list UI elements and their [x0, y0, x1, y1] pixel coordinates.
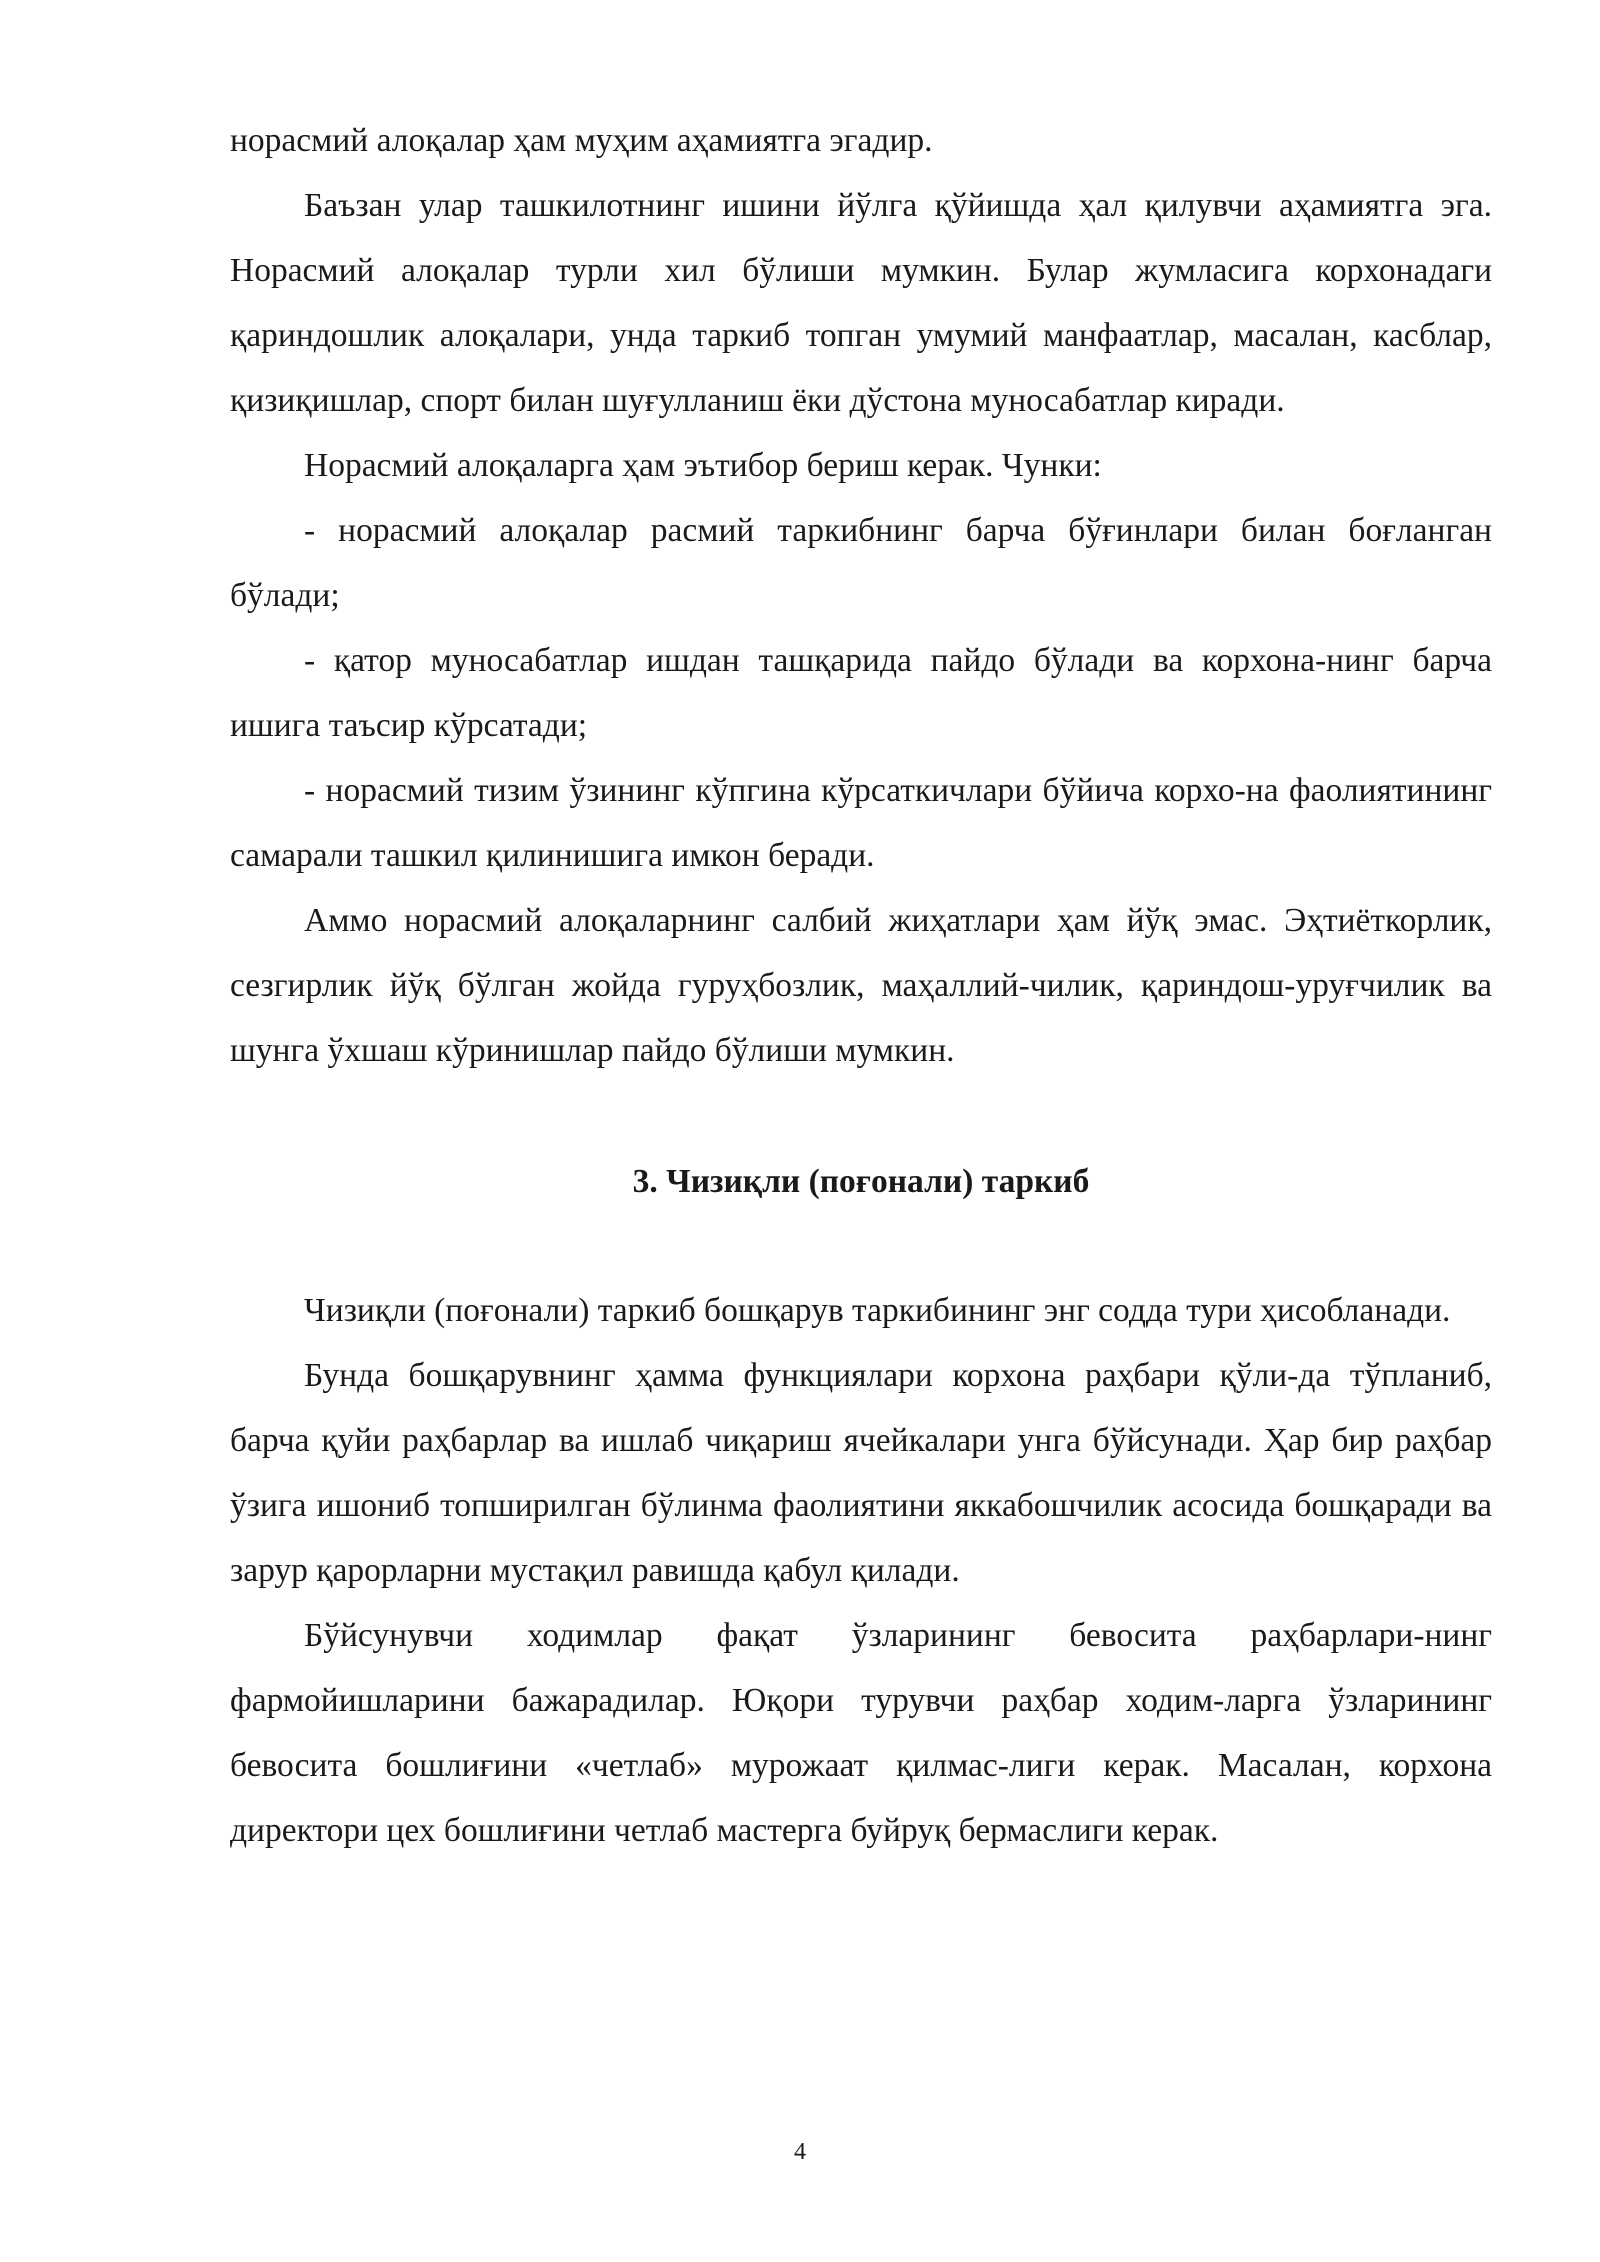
- list-item: - қатор муносабатлар ишдан ташқарида пайдо бўлади ва корхона-нинг барча ишига таъсир кўрсатади;: [230, 642, 1492, 744]
- document-page: [230, 108, 1492, 1863]
- list-item: - норасмий тизим ўзининг кўпгина кўрсаткичлари бўйича корхо-на фаолиятининг самарали ташкил қилинишига имкон беради.: [230, 772, 1492, 874]
- section-heading: 3. Чизиқли (поғонали) таркиб: [632, 1163, 1090, 1200]
- page-number: 4: [794, 2139, 806, 2165]
- paragraph: Норасмий алоқаларга ҳам эътибор бериш керак. Чунки:: [304, 447, 1102, 484]
- list-item: - норасмий алоқалар расмий таркибнинг барча бўғинлари билан боғланган бўлади;: [230, 512, 1492, 614]
- paragraph: Баъзан улар ташкилотнинг ишини йўлга қўйишда ҳал қилувчи аҳамиятга эга. Норасмий алоқалар турли хил бўлиши мумкин. Булар жумласига корхонадаги қариндошлик алоқалари, унда таркиб топган умумий манфаатлар, масалан, касблар, қизиқишлар, спорт билан шуғулланиш ёки дўстона муносабатлар киради.: [230, 187, 1492, 419]
- paragraph: Бўйсунувчи ходимлар фақат ўзларининг бевосита раҳбарлари-нинг фармойишларини бажарадилар. Юқори турувчи раҳбар ходим-ларга ўзларининг бевосита бошлиғини «четлаб» мурожаат қилмас-лиги керак. Масалан, корхона директори цех бошлиғини четлаб мастерга буйруқ бермаслиги керак.: [230, 1617, 1492, 1849]
- paragraph: Чизиқли (поғонали) таркиб бошқарув таркибининг энг содда тури ҳисобланади.: [304, 1292, 1451, 1329]
- section-spacer: [230, 1214, 1492, 1278]
- paragraph: Аммо норасмий алоқаларнинг салбий жиҳатлари ҳам йўқ эмас. Эҳтиёткорлик, сезгирлик йўқ бўлган жойда гуруҳбозлик, маҳаллий-чилик, қариндош-уруғчилик ва шунга ўхшаш кўринишлар пайдо бўлиши мумкин.: [230, 902, 1492, 1069]
- section-spacer: [230, 1083, 1492, 1149]
- paragraph: норасмий алоқалар ҳам муҳим аҳамиятга эгадир.: [230, 122, 933, 159]
- paragraph: Бунда бошқарувнинг ҳамма функциялари корхона раҳбари қўли-да тўпланиб, барча қуйи раҳбарлар ва ишлаб чиқариш ячейкалари унга бўйсунади. Ҳар бир раҳбар ўзига ишониб топширилган бўлинма фаолиятини яккабошчилик асосида бошқаради ва зарур қарорларни мустақил равишда қабул қилади.: [230, 1357, 1492, 1589]
